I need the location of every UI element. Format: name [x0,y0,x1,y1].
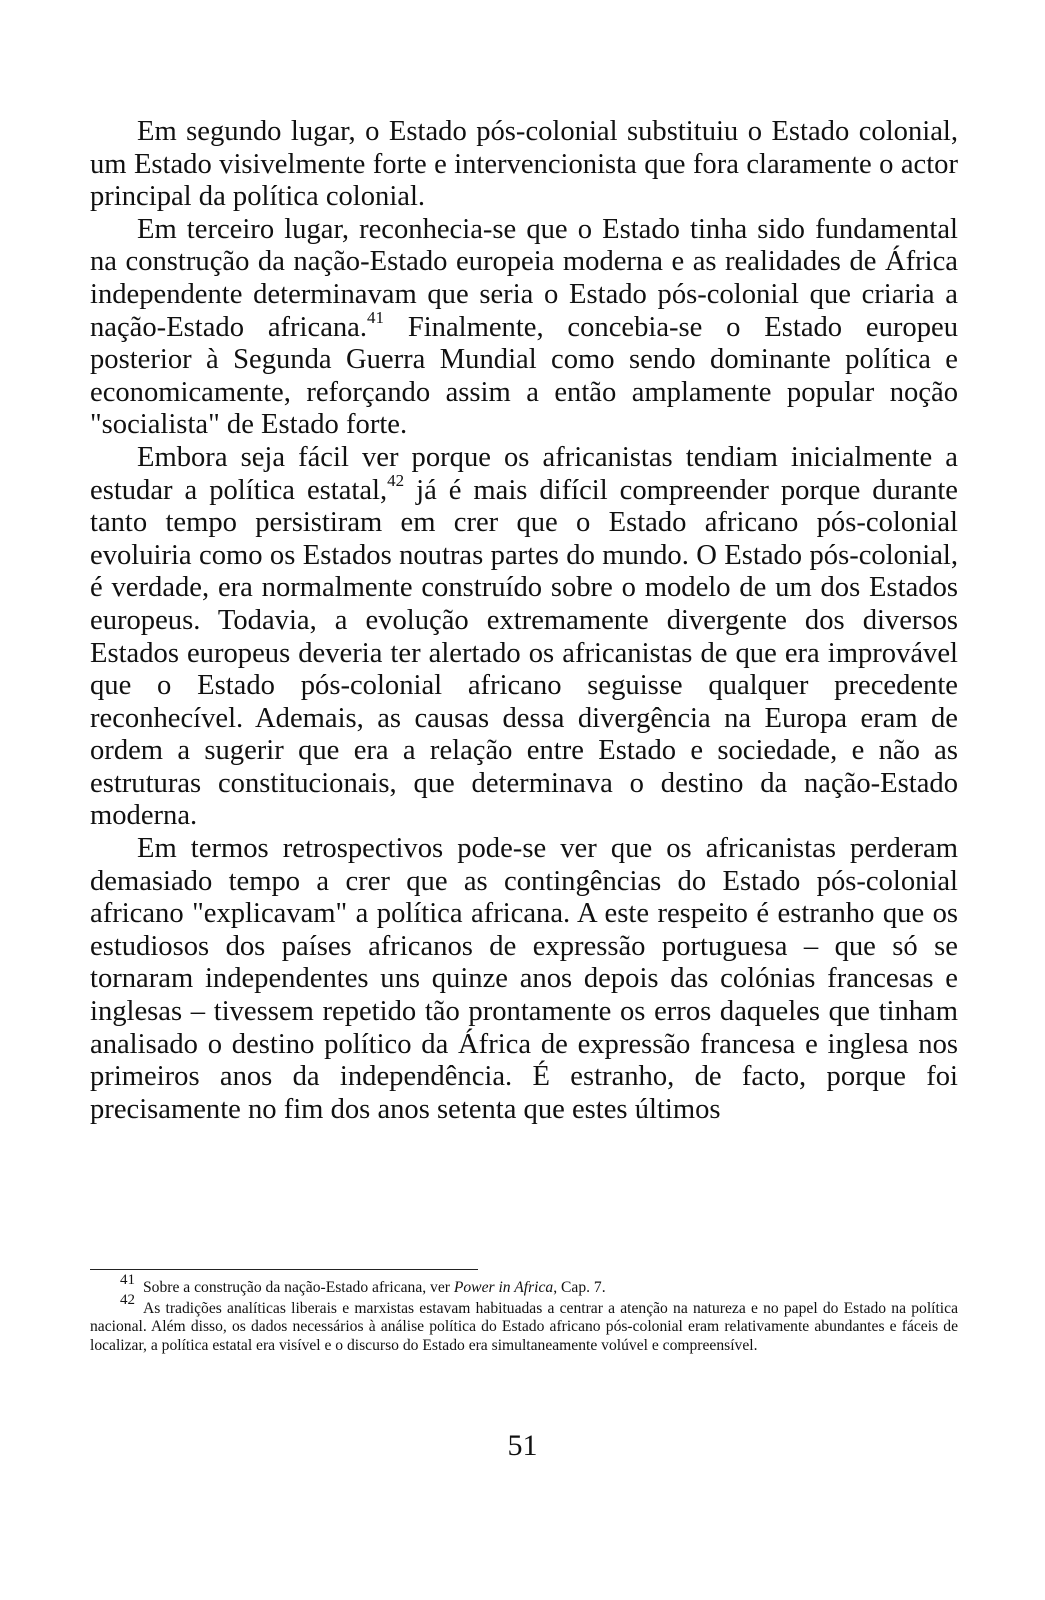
footnote-41-title: Power in Africa [453,1279,554,1296]
footnote-divider [90,1269,478,1270]
paragraph-3 [90,442,958,833]
paragraph-1-text: Em segundo lugar, o Estado pós-colonial substituiu o Estado colonial, um Estado visivelmente forte e intervencionista que fora claramente o actor principal da política colonial. [90,116,958,213]
footnote-number-42: 42 [120,1292,135,1309]
paragraph-3-text-after: já é mais difícil compreender porque durante tanto tempo persistiram em crer que o Estado africano pós-colonial evoluiria como os Estados noutras partes do mundo. O Estado pós-colonial, é verdade, era normalmente construído sobre o modelo de um dos Estados europeus. Todavia, a evolução extremamente divergente dos diversos Estados europeus deveria ter alertado os africanistas de que era improvável que o Estado pós-colonial africano seguisse qualquer precedente reconhecível. Ademais, as causas dessa divergência na Europa eram de ordem a sugerir que era a relação entre Estado e sociedade, e não as estruturas constitucionais, que determinava o destino da nação-Estado moderna. [90,474,958,832]
paragraph-4 [90,833,958,1126]
footnote-ref-42[interactable]: 42 [387,471,405,490]
footnote-42-text: As tradições analíticas liberais e marxistas estavam habituadas a centrar a atenção na natureza e no papel do Estado na política nacional. Além disso, os dados necessários à análise política do Estado africano pós-colonial eram relativamente abundantes e fáceis de localizar, a política estatal era visível e o discurso do Estado era simultaneamente volúvel e compreensível. [90,1299,958,1354]
footnote-ref-41[interactable]: 41 [367,308,385,328]
page-number: 51 [507,1429,538,1462]
footnote-42 [90,1292,958,1356]
footnote-41-text-after: , Cap. 7. [553,1279,606,1296]
footnotes [90,1271,958,1355]
paragraph-4-text: Em termos retrospectivos pode-se ver que os africanistas perderam demasiado tempo a crer que as contingências do Estado pós-colonial africano "explicavam" a política africana. A este respeito é estranho que os estudiosos dos países africanos de expressão portuguesa – que só se tornaram independentes uns quinze anos depois das colónias francesas e inglesas – tivessem repetido tão prontamente os erros daqueles que tinham analisado o destino político da África de expressão francesa e inglesa nos primeiros anos da independência. É estranho, de facto, porque foi precisamente no fim dos anos setenta que estes últimos [90,833,958,1125]
paragraph-2 [90,214,958,442]
footnote-41 [90,1271,958,1298]
paragraph-2-text-before: Em terceiro lugar, reconhecia-se que o Estado tinha sido fundamental na construção da nação-Estado europeia moderna e as realidades de África independente determinavam que seria o Estado pós-colonial que criaria a nação-Estado africana. [90,213,958,343]
footnote-number-41: 41 [120,1271,135,1288]
paragraph-2-text-after: Finalmente, concebia-se o Estado europeu posterior à Segunda Guerra Mundial como sendo dominante política e economicamente, reforçando assim a então amplamente popular noção "socialista" de Estado forte. [90,311,958,441]
main-text [90,116,958,1126]
footnote-41-text-before: Sobre a construção da nação-Estado africana, ver [143,1279,454,1296]
paragraph-3-text-before: Embora seja fácil ver porque os africanistas tendiam inicialmente a estudar a política estatal, [90,441,958,506]
paragraph-1 [90,116,958,214]
